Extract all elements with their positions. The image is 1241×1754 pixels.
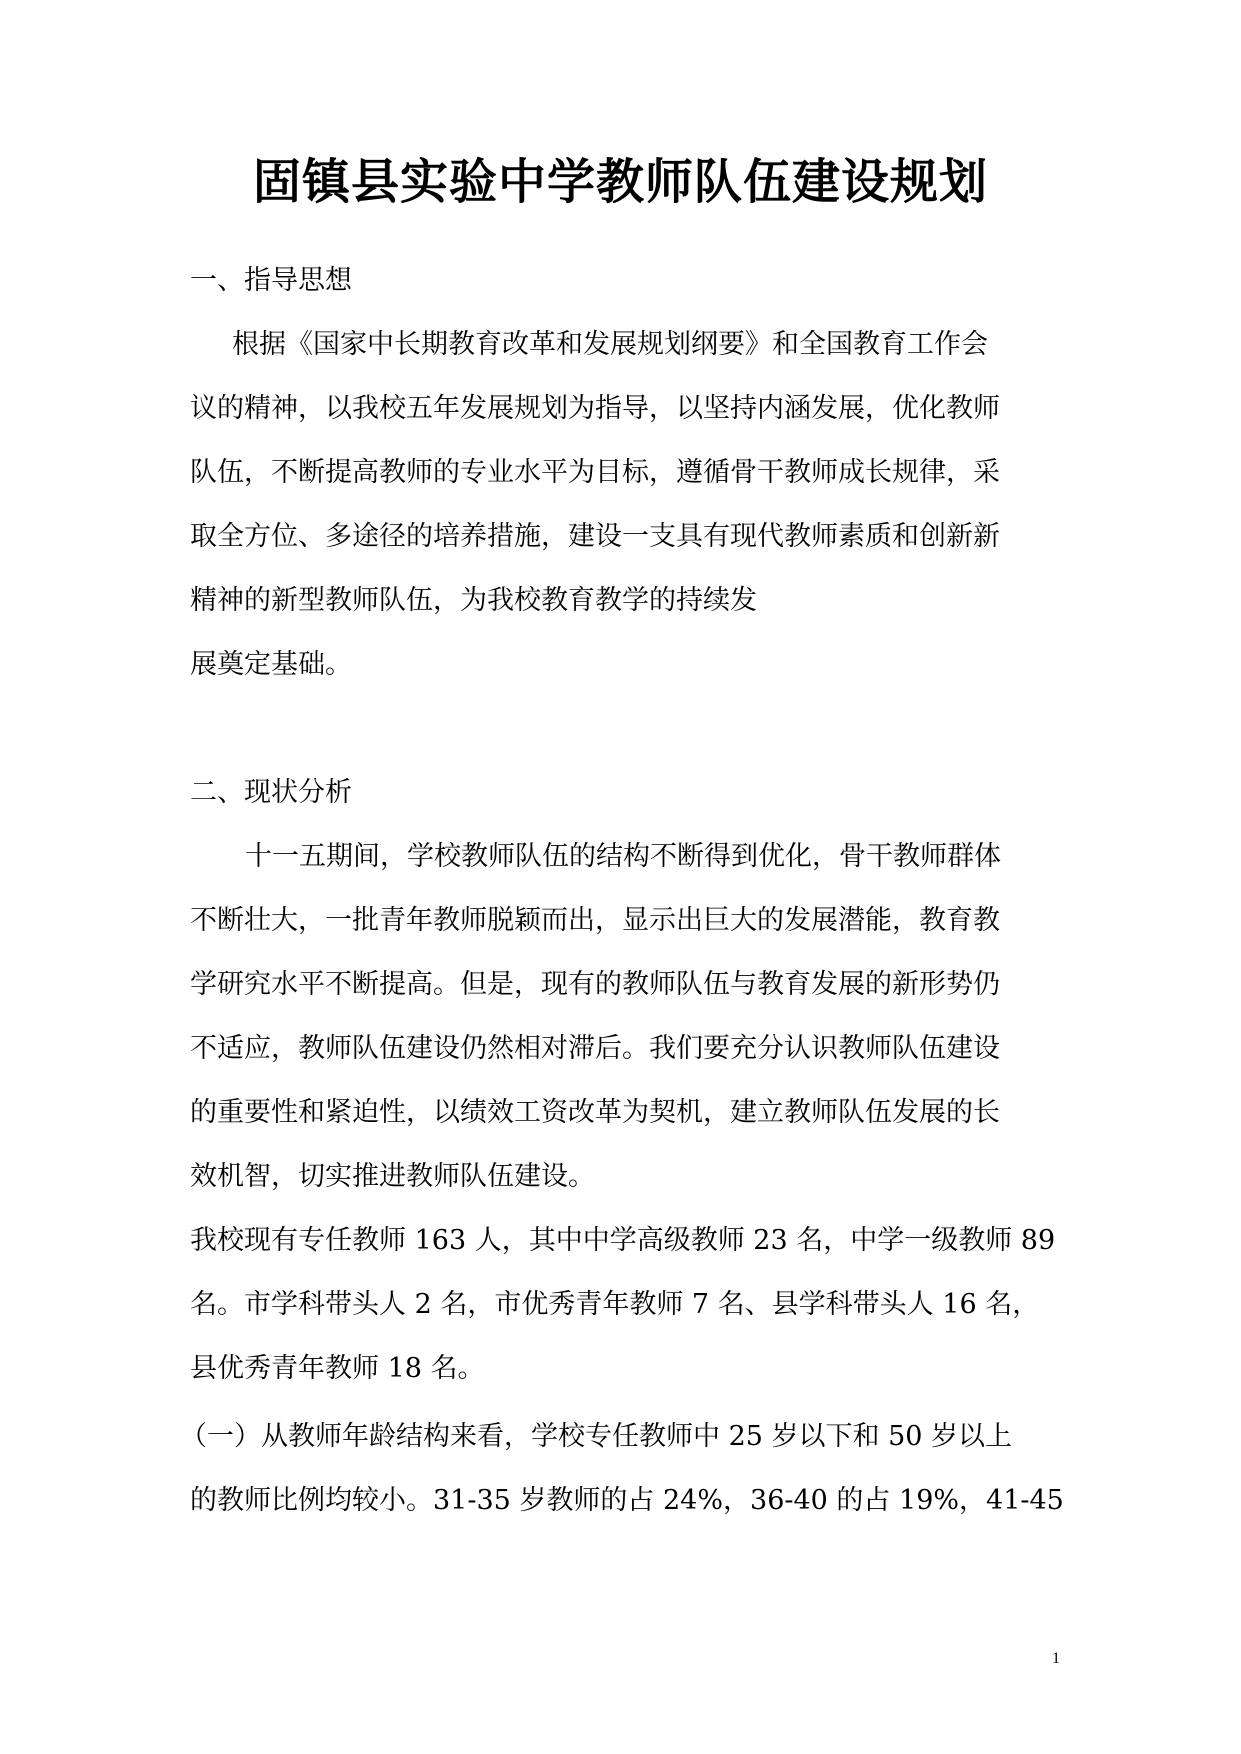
paragraph-line: 取全方位、多途径的培养措施，建设一支具有现代教师素质和创新新 (190, 521, 1000, 552)
section-heading-guiding-ideology: 一、指导思想 (190, 265, 352, 296)
paragraph-line: 不断壮大，一批青年教师脱颖而出，显示出巨大的发展潜能，教育教 (190, 905, 1000, 936)
page-number: 1 (1052, 1650, 1060, 1667)
paragraph-line: （一）从教师年龄结构来看，学校专任教师中 25 岁以下和 50 岁以上 (180, 1421, 1013, 1452)
paragraph-line: 展奠定基础。 (190, 649, 352, 680)
paragraph-line: 不适应，教师队伍建设仍然相对滞后。我们要充分认识教师队伍建设 (190, 1033, 1000, 1064)
paragraph-line: 的重要性和紧迫性，以绩效工资改革为契机，建立教师队伍发展的长 (190, 1097, 1000, 1128)
paragraph-line: 学研究水平不断提高。但是，现有的教师队伍与教育发展的新形势仍 (190, 969, 1000, 1000)
paragraph-line: 根据《国家中长期教育改革和发展规划纲要》和全国教育工作会 (232, 329, 988, 360)
paragraph-line: 十一五期间，学校教师队伍的结构不断得到优化，骨干教师群体 (245, 841, 1001, 872)
section-heading-status-analysis: 二、现状分析 (190, 777, 352, 808)
paragraph-line: 队伍，不断提高教师的专业水平为目标，遵循骨干教师成长规律，采 (190, 457, 1000, 488)
paragraph-line: 精神的新型教师队伍，为我校教育教学的持续发 (190, 585, 757, 616)
paragraph-line: 县优秀青年教师 18 名。 (190, 1353, 485, 1384)
paragraph-line: 我校现有专任教师 163 人，其中中学高级教师 23 名，中学一级教师 89 (190, 1225, 1056, 1256)
paragraph-line: 名。市学科带头人 2 名，市优秀青年教师 7 名、县学科带头人 16 名， (190, 1289, 1040, 1320)
document-title: 固镇县实验中学教师队伍建设规划 (252, 154, 988, 210)
paragraph-line: 的教师比例均较小。31-35 岁教师的占 24%，36-40 的占 19%，41-45 (190, 1485, 1064, 1516)
paragraph-line: 议的精神，以我校五年发展规划为指导，以坚持内涵发展，优化教师 (190, 393, 1000, 424)
paragraph-line: 效机智，切实推进教师队伍建设。 (190, 1161, 595, 1192)
